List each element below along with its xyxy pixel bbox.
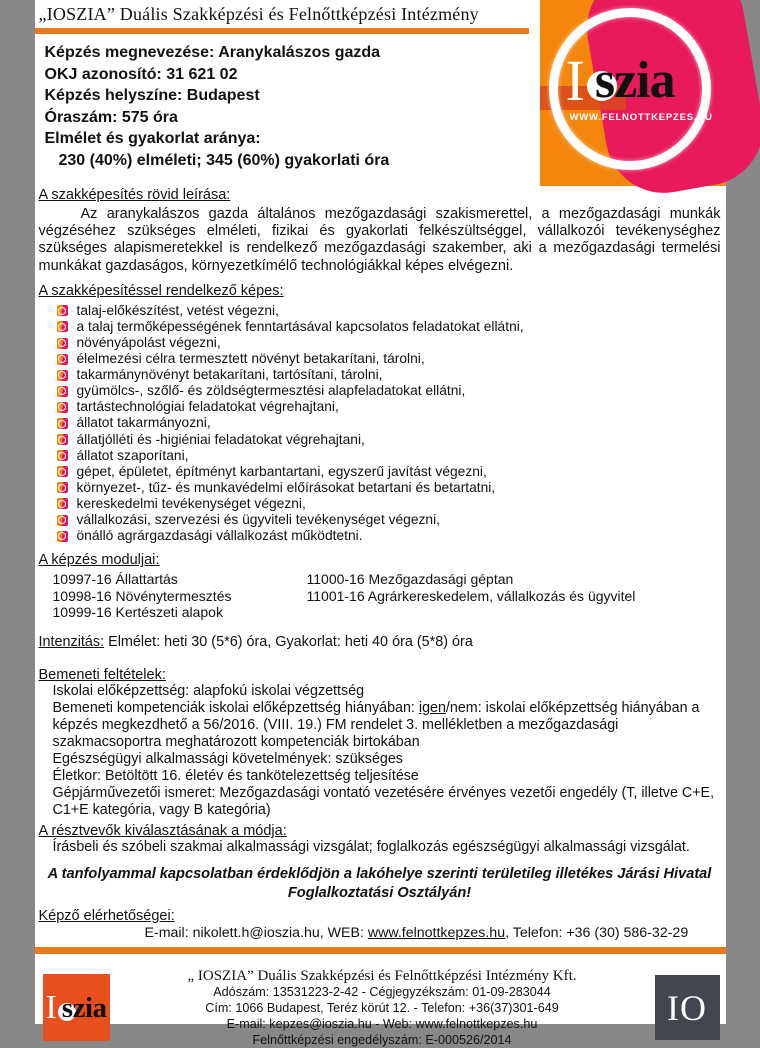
footer-detail-lines [118,985,647,1048]
ioszia-bullet-icon [57,370,68,381]
capability-text: kereskedelmi tevékenységet végezni, [77,496,306,512]
notice-line-2: Foglalkoztatási Osztályán! [39,884,721,903]
list-item [57,367,721,383]
list-item [57,496,721,512]
description-paragraph: Az aranykalászos gazda általános mezőgazdasági szakismerettel, a mezőgazdasági munkák végzéséhez szükséges elméleti, fizikai és gyakorlati felkészültséggel, vállalkozói tevékenységhez szükséges alapismeretekkel is rendelkező mezőgazdasági szakember, aki a mezőgazdasági termelési munkákat gazdaságos, környezetkímélő technológiákkal képes elvégezni. [39,206,721,275]
footer-company-name: „ IOSZIA” Duális Szakképzési és Felnőttképzési Intézmény Kft. [118,967,647,985]
entry-line-health: Egészségügyi alkalmassági követelmények: szükséges [53,751,719,768]
modules-column-left [39,571,307,620]
list-item [57,464,721,480]
ioszia-bullet-icon [57,418,68,429]
capability-text: gyümölcs-, szőlő- és zöldségtermesztési alapfeladatokat ellátni, [77,383,466,399]
intensity-line [39,634,721,651]
list-item [57,383,721,399]
entry-line-driving: Gépjárművezetői ismeret: Mezőgazdasági vontató vezetésére érvényes vezetői engedély (T, illetve C+E, C1+E kategória, vagy B kategória) [53,785,719,819]
course-info-box [35,34,535,150]
course-info-line: OKJ azonosító: 31 621 02 [45,64,535,86]
list-item [57,432,721,448]
module-item: 11001-16 Agrárkereskedelem, vállalkozás és ügyvitel [307,588,721,604]
capability-text: a talaj termőképességének fenntartásával kapcsolatos feladatokat ellátni, [77,319,524,335]
ioszia-bullet-icon [57,466,68,477]
footer-logo-letter-i: I [45,991,56,1025]
footer-detail-line: Cím: 1066 Budapest, Teréz körút 12. - Telefon: +36(37)301-649 [118,1001,647,1017]
section-heading-entry: Bemeneti feltételek: [39,667,721,683]
footer [35,954,726,1048]
entry-competency-prefix: Bemeneti kompetenciák iskolai előképzettség hiányában: [53,700,419,716]
capability-text: talaj-előkészítést, vetést végezni, [77,303,279,319]
list-item [57,448,721,464]
entry-line-schooling: Iskolai előképzettség: alapfokú iskolai végzettség [53,683,719,700]
modules-column-right [307,571,721,620]
capability-text: állatot takarmányozni, [77,415,211,431]
course-info-line: Elmélet és gyakorlat aránya: [45,128,535,150]
ioszia-bullet-icon [57,482,68,493]
list-item [57,512,721,528]
entry-competency-yes: igen [419,700,446,716]
module-item: 11000-16 Mezőgazdasági géptan [307,571,721,587]
capability-text: önálló agrárgazdasági vállalkozást működtetni. [77,528,363,544]
ioszia-bullet-icon [57,498,68,509]
capability-text: élelmezési célra termesztett növényt betakarítani, tárolni, [77,351,425,367]
notice-line-1: A tanfolyammal kapcsolatban érdeklődjön a lakóhelye szerinti területileg illetékes Járási Hivatal [39,865,721,884]
course-info-line: Óraszám: 575 óra [45,107,535,129]
list-item [57,351,721,367]
list-item [57,335,721,351]
module-item: 10999-16 Kertészeti alapok [53,604,307,620]
list-item [57,528,721,544]
entry-line-age: Életkor: Betöltött 16. életév és tankötelezettség teljesítése [53,768,719,785]
contact-phone-text: , Telefon: +36 (30) 586-32-29 [505,925,688,941]
ioszia-bullet-icon [57,515,68,526]
notice-block [39,865,721,902]
ioszia-bullet-icon [57,402,68,413]
module-item: 10997-16 Állattartás [53,571,307,587]
section-heading-contact: Képző elérhetőségei: [39,908,721,924]
footer-io-logo: IO [655,975,720,1040]
capability-text: gépet, épületet, építményt karbantartani, egyszerű javítást végezni, [77,464,487,480]
ioszia-bullet-icon [57,338,68,349]
capability-text: tartástechnológiai feladatokat végrehajtani, [77,399,339,415]
intensity-label: Intenzitás: [39,634,105,650]
page-title: „IOSZIA” Duális Szakképzési és Felnőttképzési Intézmény [35,0,726,25]
ioszia-bullet-icon [57,450,68,461]
list-item [57,303,721,319]
footer-detail-line: Adószám: 13531223-2-42 - Cégjegyzékszám: 01-09-283044 [118,985,647,1001]
footer-divider [35,947,726,954]
document-body [35,187,726,941]
ioszia-bullet-icon [57,321,68,332]
footer-detail-line: Felnőttképzési engedélyszám: E-000526/2014 [118,1033,647,1048]
ioszia-bullet-icon [57,386,68,397]
capability-text: környezet-, tűz- és munkavédelmi előírásokat betartani és betartatni, [77,480,496,496]
footer-company-info [118,967,647,1048]
course-ratio-line: 230 (40%) elméleti; 345 (60%) gyakorlati óra [45,150,535,172]
capability-text: vállalkozási, szervezési és ügyviteli tevékenységet végezni, [77,512,441,528]
footer-ioszia-logo [43,974,110,1041]
contact-website-link[interactable]: www.felnottkepzes.hu [368,925,505,941]
logo-website-text: WWW.FELNOTTKEPZES.HU [570,112,713,123]
ioszia-bullet-icon [57,531,68,542]
logo-letter-i: I [566,52,585,110]
ioszia-bullet-icon [57,354,68,365]
module-item: 10998-16 Növénytermesztés [53,588,307,604]
section-heading-modules: A képzés moduljai: [39,552,721,568]
list-item [57,480,721,496]
list-item [57,399,721,415]
entry-competency-suffix: /nem: iskolai előképzettség hiányában a képzés megkezdhető a 56/2016. (VIII. 19.) FM rendelet 3. mellékletben a mezőgazdasági szakmacsoportra meghatározott kompetenciák birtokában [53,700,700,750]
section-heading-selection: A résztvevők kiválasztásának a módja: [39,823,721,839]
ioszia-logo [540,0,726,186]
contact-line [39,925,721,941]
modules-grid [39,571,721,620]
logo-letters-szia: szia [595,55,675,107]
capability-text: állatot szaporítani, [77,448,189,464]
list-item [57,319,721,335]
contact-email-text: E-mail: nikolett.h@ioszia.hu, WEB: [145,925,368,941]
selection-text: Írásbeli és szóbeli szakmai alkalmassági vizsgálat; foglalkozás egészségügyi alkalmassági vizsgálat. [39,839,721,856]
ioszia-bullet-icon [57,305,68,316]
course-ratio-wrap [35,150,535,172]
flyer-page [35,0,726,1024]
capability-text: állatjólléti és -higiéniai feladatokat végrehajtani, [77,432,365,448]
list-item [57,415,721,431]
intensity-text: Elmélet: heti 30 (5*6) óra, Gyakorlat: heti 40 óra (5*8) óra [104,634,473,650]
entry-requirements-block [39,683,721,819]
capability-text: takarmánynövényt betakarítani, tartósítani, tárolni, [77,367,383,383]
capability-text: növényápolást végezni, [77,335,221,351]
logo-wordmark [566,52,675,110]
footer-detail-line: E-mail: kepzes@ioszia.hu - Web: www.felnottkepzes.hu [118,1017,647,1033]
section-heading-description: A szakképesítés rövid leírása: [39,187,721,203]
entry-line-competencies [53,700,719,751]
course-info-line: Képzés helyszíne: Budapest [45,85,535,107]
course-info-line: Képzés megnevezése: Aranykalászos gazda [45,42,535,64]
ioszia-bullet-icon [57,434,68,445]
section-heading-capabilities: A szakképesítéssel rendelkező képes: [39,283,721,299]
capabilities-list [39,303,721,544]
footer-logo-letters-szia: szia [62,993,107,1023]
